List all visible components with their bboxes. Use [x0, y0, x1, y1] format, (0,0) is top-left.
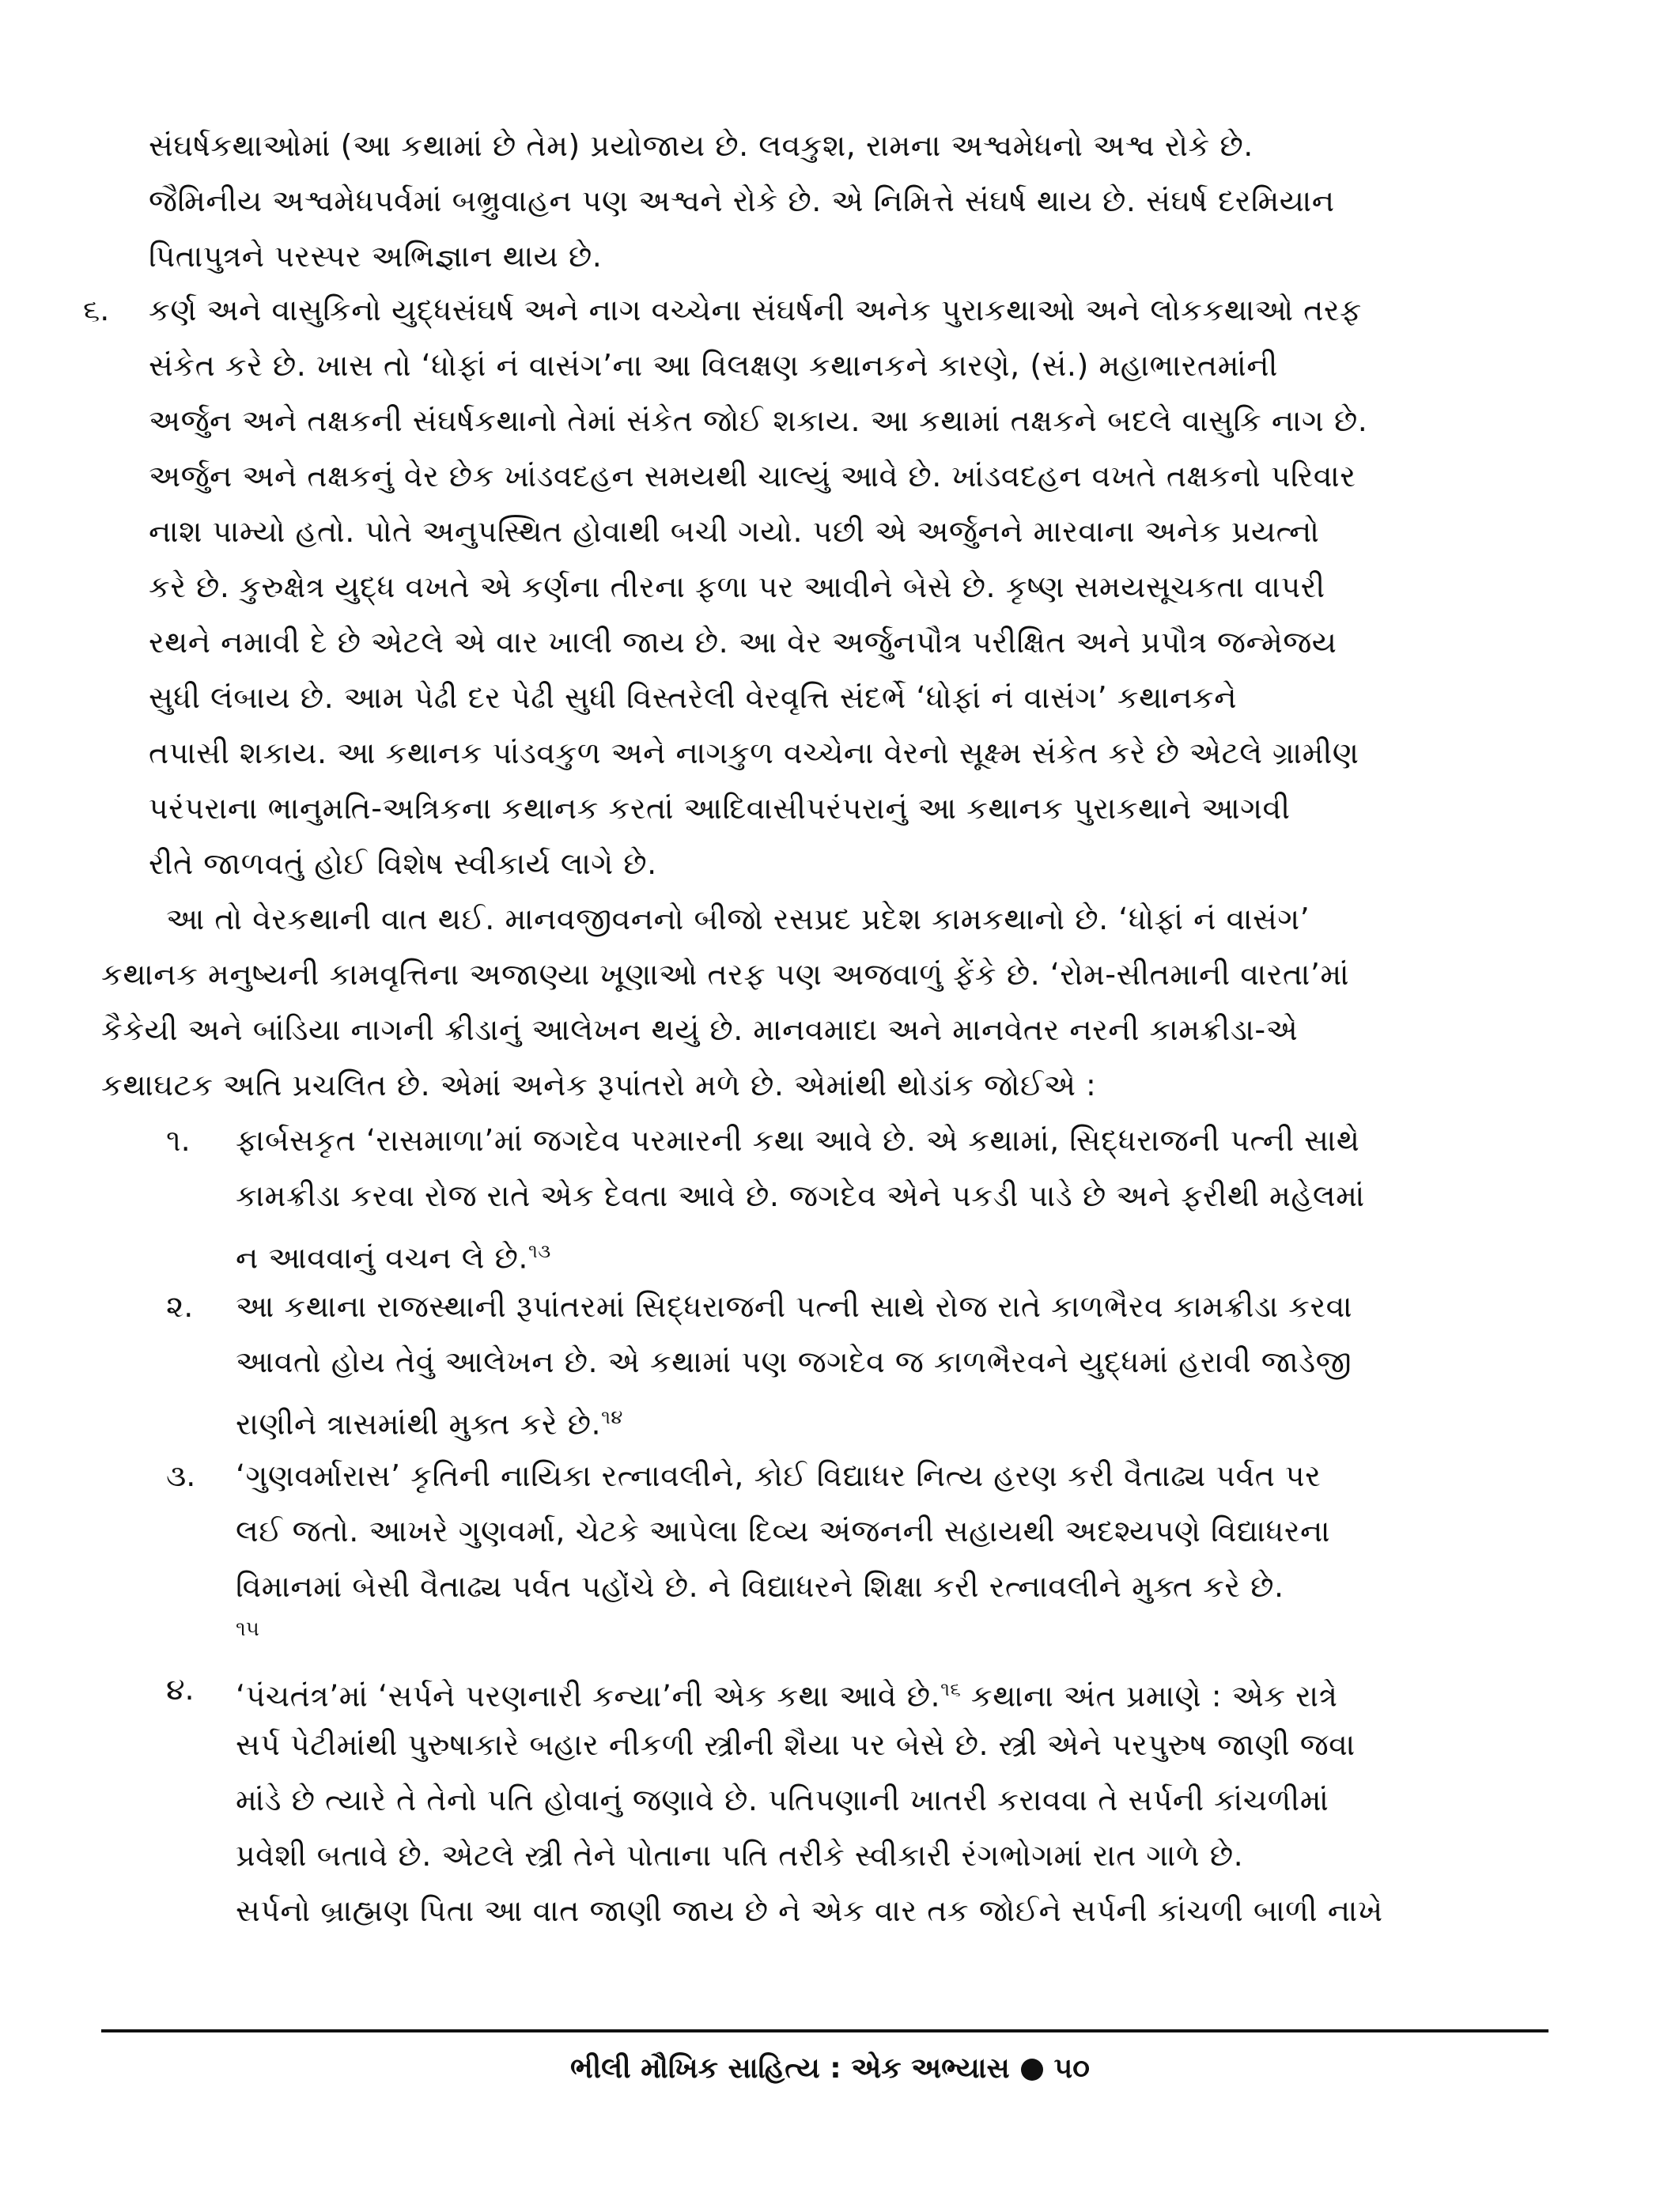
list-number: ૨.: [166, 1289, 194, 1324]
page-number: ૫૦: [1053, 2052, 1090, 2085]
list-line: [236, 1666, 1337, 1720]
text-line: સંકેત કરે છે. ખાસ તો ‘ધોફાં નં વાસંગ’ના આ વિલક્ષણ કથાનકને કારણે, (સં.) મહાભારતમાંની: [149, 348, 1278, 383]
list-line: [236, 1393, 623, 1448]
text-line: સુધી લંબાય છે. આમ પેઢી દર પેઢી સુધી વિસ્તરેલી વેરવૃત્તિ સંદર્ભે ‘ધોફાં નં વાસંગ’ કથાનકને: [149, 680, 1238, 715]
text-line: નાશ પામ્યો હતો. પોતે અનુપસ્થિત હોવાથી બચી ગયો. પછી એ અર્જુનને મારવાના અનેક પ્રયત્નો: [149, 514, 1320, 549]
text-line: કથાઘટક અતિ પ્રચલિત છે. એમાં અનેક રૂપાંતરો મળે છે. એમાંથી થોડાંક જોઈએ :: [101, 1068, 1097, 1102]
list-line-text: કથાના અંત પ્રમાણે : એક રાત્રે: [970, 1678, 1338, 1714]
text-line: અર્જુન અને તક્ષકનું વેર છેક ખાંડવદહન સમયથી ચાલ્યું આવે છે. ખાંડવદહન વખતે તક્ષકનો પરિવાર: [149, 459, 1356, 493]
bullet-icon: [1021, 2059, 1043, 2081]
page-footer: [0, 2047, 1660, 2091]
list-line: વિમાનમાં બેસી વૈતાઢ્ય પર્વત પહોંચે છે. ને વિદ્યાધરને શિક્ષા કરી રત્નાવલીને મુક્ત કરે છે.: [236, 1569, 1284, 1604]
list-line: પ્રવેશી બતાવે છે. એટલે સ્ત્રી તેને પોતાના પતિ તરીકે સ્વીકારી રંગભોગમાં રાત ગાળે છે.: [236, 1838, 1244, 1873]
list-line: સર્પનો બ્રાહ્મણ પિતા આ વાત જાણી જાય છે ને એક વાર તક જોઈને સર્પની કાંચળી બાળી નાખે: [236, 1893, 1383, 1928]
list-line: ‘ગુણવર્મારાસ’ કૃતિની નાયિકા રત્નાવલીને, કોઈ વિદ્યાધર નિત્ય હરણ કરી વૈતાઢ્ય પર્વત પર: [236, 1458, 1322, 1493]
list-number: ૪.: [166, 1672, 195, 1707]
book-title: ભીલી મૌખિક સાહિત્ય : એક અભ્યાસ: [570, 2052, 1010, 2085]
list-line: [236, 1227, 551, 1282]
footer-rule: [101, 2029, 1548, 2032]
footnote-ref: ૧૫: [236, 1617, 259, 1641]
footnote-ref: ૧૩: [528, 1240, 551, 1262]
text-line: કૈકેયી અને બાંડિયા નાગની ક્રીડાનું આલેખન થયું છે. માનવમાદા અને માનવેતર નરની કામક્રીડા-એ: [101, 1012, 1299, 1047]
text-line: પિતાપુત્રને પરસ્પર અભિજ્ઞાન થાય છે.: [149, 239, 603, 274]
item-number: ૬.: [83, 293, 110, 327]
list-line: ફાર્બસકૃત ‘રાસમાળા’માં જગદેવ પરમારની કથા આવે છે. એ કથામાં, સિદ્ધરાજની પત્ની સાથે: [236, 1123, 1360, 1158]
list-line-text: ન આવવાનું વચન લે છે.: [236, 1240, 528, 1276]
list-line: આ કથાના રાજસ્થાની રૂપાંતરમાં સિદ્ધરાજની પત્ની સાથે રોજ રાતે કાળભૈરવ કામક્રીડા કરવા: [236, 1289, 1353, 1324]
list-line: માંડે છે ત્યારે તે તેનો પતિ હોવાનું જણાવે છે. પતિપણાની ખાતરી કરાવવા તે સર્પની કાંચળીમાં: [236, 1783, 1329, 1817]
text-line: કર્ણ અને વાસુકિનો યુદ્ધસંઘર્ષ અને નાગ વચ્ચેના સંઘર્ષની અનેક પુરાકથાઓ અને લોકકથાઓ તરફ: [149, 293, 1362, 327]
text-line: પરંપરાના ભાનુમતિ-અત્રિકના કથાનક કરતાં આદિવાસીપરંપરાનું આ કથાનક પુરાકથાને આગવી: [149, 791, 1291, 826]
list-line-text: ‘પંચતંત્ર’માં ‘સર્પને પરણનારી કન્યા’ની એક કથા આવે છે.: [236, 1678, 941, 1714]
text-line: રથને નમાવી દે છે એટલે એ વાર ખાલી જાય છે. આ વેર અર્જુનપૌત્ર પરીક્ષિત અને પ્રપૌત્ર જન્મેજય: [149, 625, 1337, 660]
text-line: રીતે જાળવતું હોઈ વિશેષ સ્વીકાર્ય લાગે છે.: [149, 846, 657, 881]
text-line: તપાસી શકાય. આ કથાનક પાંડવકુળ અને નાગકુળ વચ્ચેના વેરનો સૂક્ષ્મ સંકેત કરે છે એટલે ગ્રામીણ: [149, 735, 1359, 770]
footnote-ref: ૧૪: [601, 1406, 623, 1428]
list-line: કામક્રીડા કરવા રોજ રાતે એક દેવતા આવે છે. જગદેવ એને પકડી પાડે છે અને ફરીથી મહેલમાં: [236, 1178, 1365, 1213]
list-line-text: રાણીને ત્રાસમાંથી મુક્ત કરે છે.: [236, 1406, 602, 1442]
text-line: સંઘર્ષકથાઓમાં (આ કથામાં છે તેમ) પ્રયોજાય છે. લવકુશ, રામના અશ્વમેધનો અશ્વ રોકે છે.: [149, 128, 1254, 163]
text-line: આ તો વેરકથાની વાત થઈ. માનવજીવનનો બીજો રસપ્રદ પ્રદેશ કામકથાનો છે. ‘ધોફાં નં વાસંગ’: [166, 902, 1310, 936]
list-number: ૧.: [166, 1123, 191, 1158]
text-line: અર્જુન અને તક્ષકની સંઘર્ષકથાનો તેમાં સંકેત જોઈ શકાય. આ કથામાં તક્ષકને બદલે વાસુકિ નાગ છે.: [149, 403, 1368, 438]
list-line: સર્પ પેટીમાંથી પુરુષાકારે બહાર નીકળી સ્ત્રીની શૈયા પર બેસે છે. સ્ત્રી એને પરપુરુષ જાણી જવા: [236, 1727, 1356, 1762]
list-number: ૩.: [166, 1458, 196, 1493]
text-line: કથાનક મનુષ્યની કામવૃત્તિના અજાણ્યા ખૂણાઓ તરફ પણ અજવાળું ફેંકે છે. ‘રોમ-સીતમાની વારતા’માં: [101, 957, 1350, 992]
text-line: કરે છે. કુરુક્ષેત્ર યુદ્ધ વખતે એ કર્ણના તીરના ફળા પર આવીને બેસે છે. કૃષ્ણ સમયસૂચકતા વાપરી: [149, 569, 1325, 604]
footnote-ref: ૧૬: [940, 1678, 962, 1700]
list-line: આવતો હોય તેવું આલેખન છે. એ કથામાં પણ જગદેવ જ કાળભૈરવને યુદ્ધમાં હરાવી જાડેજી: [236, 1344, 1352, 1379]
text-line: જૈમિનીય અશ્વમેધપર્વમાં બભ્રુવાહન પણ અશ્વને રોકે છે. એ નિમિત્તે સંઘર્ષ થાય છે. સંઘર્ષ દરમિયાન: [149, 183, 1335, 218]
list-line: લઈ જતો. આખરે ગુણવર્મા, ચેટકે આપેલા દિવ્ય અંજનની સહાયથી અદશ્યપણે વિદ્યાધરના: [236, 1514, 1331, 1548]
